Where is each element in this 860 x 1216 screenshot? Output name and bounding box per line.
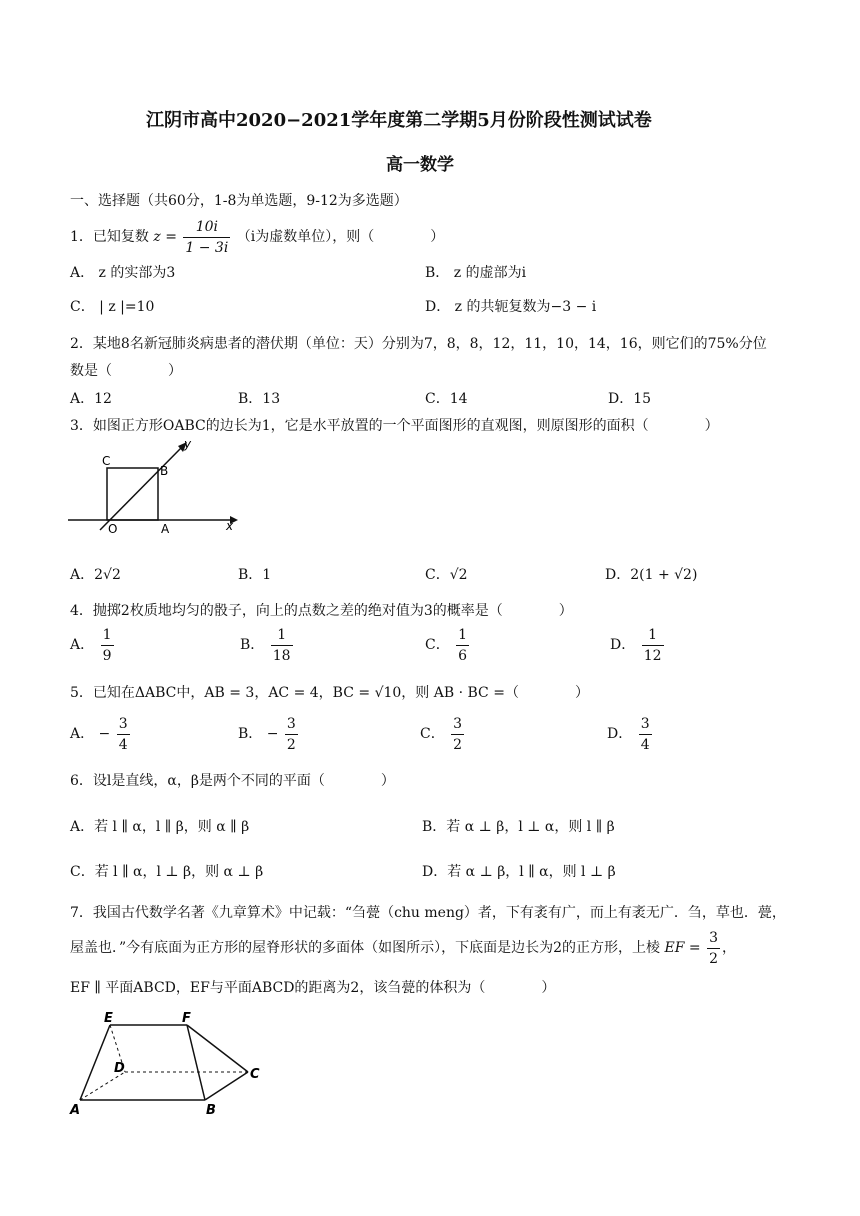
q4-option-a-label: A． [70,637,95,653]
y-label: y [184,437,192,451]
q5-option-c-label: C． [420,726,445,742]
q4-option-d-label: D． [610,637,636,653]
exam-title: 江阴市高中2020−2021学年度第二学期5月份阶段性测试试卷 [146,110,652,131]
q5-text: 5．已知在ΔABC中，AB = 3，AC = 4，BC = √10，则 AB · BC =（ ） [70,685,589,701]
q7-line-2 [70,926,736,970]
q6-option-d: D．若 α ⊥ β，l ∥ α，则 l ⊥ β [422,864,616,880]
q4-option-d-fraction [642,625,664,666]
q3-option-b: B．1 [238,567,272,583]
q4-option-d [610,623,666,667]
q2-line-1: 2．某地8名新冠肺炎病患者的潜伏期（单位：天）分别为7，8，8，12，11，10，14，16，则它们的75%分位 [70,336,767,352]
q5-option-c-fraction [451,714,464,755]
q5-option-b-fraction [285,714,298,755]
q4-text: 4．抛掷2枚质地均匀的骰子，向上的点数之差的绝对值为3的概率是（ ） [70,603,573,619]
q7-figure [60,1010,280,1120]
edge-bc [205,1072,248,1100]
numerator: 1 [271,625,293,646]
q3-text: 3．如图正方形OABC的边长为1，它是水平放置的一个平面图形的直观图，则原图形的面积（ ） [70,418,719,434]
q6-option-b: B．若 α ⊥ β，l ⊥ α，则 l ∥ β [422,819,615,835]
q3-figure [60,435,240,535]
x-label: x [226,519,234,533]
denominator: 9 [102,647,112,664]
q5-option-a [70,712,132,756]
square-oabc [107,468,158,520]
numerator: 3 [707,928,720,949]
point-c-label: C [250,1067,260,1082]
section-heading: 一、选择题（共60分，1-8为单选题，9-12为多选题） [70,193,408,209]
q6-option-c: C．若 l ∥ α，l ⊥ β，则 α ⊥ β [70,864,264,880]
q2-option-a: A．12 [70,391,112,407]
q7-line-1: 7．我国古代数学名著《九章算术》中记载：“刍甍（chu meng）者，下有袤有广，而上有袤无广．刍，草也．甍， [70,905,786,921]
q3-option-c: C．√2 [425,567,468,583]
numerator: 1 [456,625,469,646]
q4-option-c-fraction [456,625,469,666]
q2-option-b: B．13 [238,391,281,407]
q2-option-d: D．15 [608,391,652,407]
q5-option-a-label: A． − [70,726,111,742]
q1-denominator: 1 − 3i [185,239,229,256]
denominator: 4 [118,736,128,753]
q1-fraction [183,217,230,258]
q7-line-2-text: 屋盖也．”今有底面为正方形的屋脊形状的多面体（如图所示），下底面是边长为2的正方形，上棱 [70,940,661,956]
q5-option-b-label: B． − [238,726,279,742]
question-1 [70,215,444,259]
edge-ae [80,1025,110,1100]
q1-z-label: z = [153,229,177,245]
point-o-label: O [108,522,118,535]
q4-option-b-fraction [271,625,293,666]
numerator: 3 [285,714,298,735]
point-a-label: A [161,522,170,535]
q5-option-a-fraction [117,714,130,755]
denominator: 6 [458,647,468,664]
q4-option-c-label: C． [425,637,450,653]
q7-fraction [707,928,720,969]
q2-line-2: 数是（ ） [70,363,182,379]
point-b-label: B [206,1103,216,1118]
q5-option-d [607,712,654,756]
q3-option-a: A．2√2 [70,567,121,583]
q5-option-d-label: D． [607,726,633,742]
q4-option-b [240,623,295,667]
q7-ef-label: EF = [664,940,701,956]
q4-option-a [70,623,116,667]
denominator: 18 [272,647,291,664]
q1-option-c: C． | z |=10 [70,299,155,315]
q6-option-a: A．若 l ∥ α，l ∥ β，则 α ∥ β [70,819,250,835]
denominator: 2 [453,736,463,753]
q1-suffix: （i为虚数单位），则（ ） [236,229,445,245]
q3-option-d: D．2(1 + √2) [605,567,698,583]
denominator: 4 [640,736,650,753]
edge-ad-hidden [80,1072,125,1100]
q5-option-d-fraction [639,714,652,755]
point-a-label: A [70,1103,81,1118]
q6-text: 6．设l是直线，α，β是两个不同的平面（ ） [70,773,395,789]
q2-option-c: C．14 [425,391,468,407]
point-b-label: B [160,464,169,478]
q4-option-c [425,623,471,667]
q4-option-b-label: B． [240,637,265,653]
q1-option-d: D． z 的共轭复数为−3 − i [425,299,597,315]
numerator: 3 [117,714,130,735]
point-c-label: C [102,454,111,468]
subject-title: 高一数学 [386,155,454,175]
numerator: 1 [642,625,664,646]
q1-prefix: 1．已知复数 [70,229,149,245]
q5-option-b [238,712,300,756]
denominator: 2 [709,950,719,967]
q1-option-b: B． z 的虚部为i [425,265,527,281]
q5-option-c [420,712,466,756]
denominator: 12 [643,647,662,664]
q7-line-3: EF ∥ 平面ABCD，EF与平面ABCD的距离为2，该刍甍的体积为（ ） [70,980,556,996]
q4-option-a-fraction [101,625,114,666]
numerator: 1 [101,625,114,646]
numerator: 3 [451,714,464,735]
point-e-label: E [104,1011,113,1026]
q1-option-a: A． z 的实部为3 [70,265,176,281]
numerator: 3 [639,714,652,735]
point-d-label: D [114,1061,125,1076]
q1-numerator: 10i [183,217,230,238]
point-f-label: F [182,1011,191,1026]
denominator: 2 [286,736,296,753]
q7-comma: ， [722,940,737,956]
y-axis [100,447,182,530]
